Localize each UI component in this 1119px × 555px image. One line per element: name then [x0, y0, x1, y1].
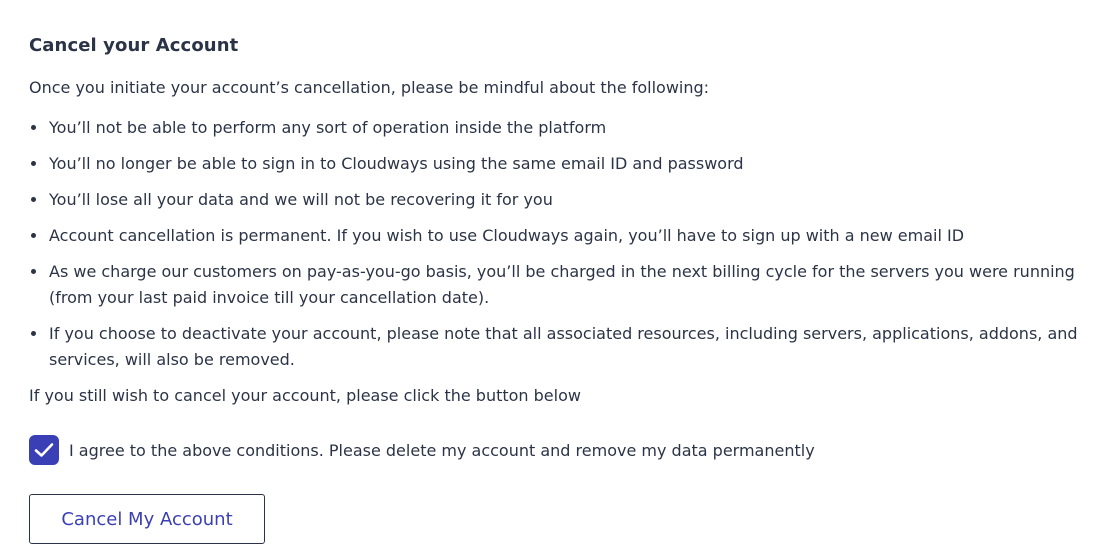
- list-item: As we charge our customers on pay-as-you-go basis, you’ll be charged in the next billing cycle for the servers you were running (from your last paid invoice till your cancellation date).: [29, 259, 1089, 311]
- section-title: Cancel your Account: [29, 35, 239, 56]
- conditions-list: [29, 115, 1089, 383]
- list-item: You’ll lose all your data and we will not be recovering it for you: [29, 187, 1089, 213]
- outro-text: If you still wish to cancel your account, please click the button below: [29, 386, 581, 405]
- cancel-account-button[interactable]: Cancel My Account: [29, 494, 265, 544]
- agree-checkbox[interactable]: [29, 435, 59, 465]
- agreement-row: [29, 435, 815, 465]
- list-item: You’ll no longer be able to sign in to Cloudways using the same email ID and password: [29, 151, 1089, 177]
- intro-text: Once you initiate your account’s cancellation, please be mindful about the following:: [29, 78, 710, 97]
- agree-label: I agree to the above conditions. Please delete my account and remove my data permanently: [69, 440, 815, 460]
- list-item: Account cancellation is permanent. If you wish to use Cloudways again, you’ll have to sign up with a new email ID: [29, 223, 1089, 249]
- list-item: If you choose to deactivate your account, please note that all associated resources, including servers, applications, addons, and services, will also be removed.: [29, 321, 1089, 373]
- list-item: You’ll not be able to perform any sort of operation inside the platform: [29, 115, 1089, 141]
- checkmark-icon: [34, 442, 54, 458]
